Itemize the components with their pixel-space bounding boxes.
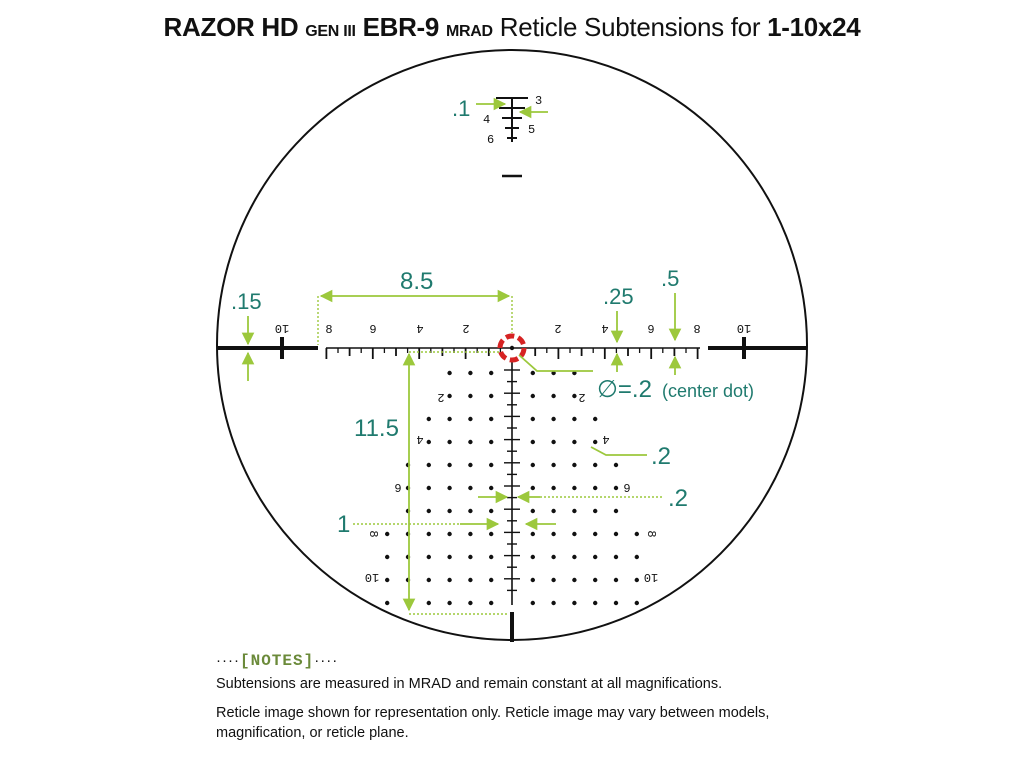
holdover-dot xyxy=(468,509,472,513)
holdover-dot xyxy=(468,578,472,582)
tree-right-label-2: 2 xyxy=(578,390,586,404)
callout-02-stem: .2 xyxy=(668,485,689,512)
holdover-dot xyxy=(614,463,618,467)
callout-085: 8.5 xyxy=(400,268,434,295)
holdover-dot xyxy=(614,601,618,605)
holdover-dot xyxy=(593,463,597,467)
holdover-dot xyxy=(489,532,493,536)
title-part-6: 1-10x24 xyxy=(767,12,861,42)
holdover-dot xyxy=(447,371,451,375)
top-bar-label-4: 4 xyxy=(483,113,491,127)
tree-left-label-4: 4 xyxy=(416,432,424,446)
holdover-dot xyxy=(385,601,389,605)
holdover-dot xyxy=(531,486,535,490)
holdover-dot xyxy=(614,532,618,536)
holdover-dot xyxy=(468,394,472,398)
holdover-dot xyxy=(427,486,431,490)
holdover-dot xyxy=(614,555,618,559)
holdover-dot xyxy=(468,532,472,536)
holdover-dot xyxy=(427,555,431,559)
holdover-dot xyxy=(614,578,618,582)
holdover-dot xyxy=(572,417,576,421)
holdover-dot xyxy=(531,509,535,513)
holdover-dot xyxy=(531,440,535,444)
holdover-dot xyxy=(531,555,535,559)
callout-025: .25 xyxy=(603,284,634,309)
holdover-dot xyxy=(531,394,535,398)
title-part-5: Reticle Subtensions for xyxy=(492,12,768,42)
holdover-dot xyxy=(468,417,472,421)
tree-right-label-8: 8 xyxy=(644,530,658,538)
holdover-dot xyxy=(531,601,535,605)
holdover-dot xyxy=(447,463,451,467)
holdover-dot xyxy=(635,601,639,605)
tree-left-label-10: 10 xyxy=(364,570,380,584)
holdover-dot xyxy=(572,532,576,536)
holdover-dot xyxy=(551,394,555,398)
holdover-dot xyxy=(572,440,576,444)
notes-heading-label: [NOTES] xyxy=(239,652,315,670)
holdover-dot xyxy=(551,509,555,513)
holdover-dot xyxy=(447,394,451,398)
holdover-dot xyxy=(531,417,535,421)
holdover-dot xyxy=(551,532,555,536)
holdover-dot xyxy=(635,555,639,559)
holdover-dot xyxy=(447,440,451,444)
holdover-dot xyxy=(489,555,493,559)
callout-115: 11.5 xyxy=(354,415,399,442)
holdover-dot xyxy=(593,578,597,582)
holdover-dot xyxy=(531,578,535,582)
notes-heading: ····[NOTES]···· xyxy=(216,652,339,670)
holdover-dot xyxy=(489,601,493,605)
holdover-dot xyxy=(427,509,431,513)
holdover-dot xyxy=(551,463,555,467)
holdover-dot xyxy=(551,486,555,490)
holdover-dot xyxy=(593,440,597,444)
tree-left-label-2: 2 xyxy=(437,390,445,404)
title-part-2: GEN III xyxy=(305,23,356,40)
holdover-dot xyxy=(572,578,576,582)
holdover-dot xyxy=(489,578,493,582)
holdover-dot xyxy=(427,578,431,582)
holdover-dot xyxy=(614,509,618,513)
holdover-dot xyxy=(447,486,451,490)
holdover-dot xyxy=(468,463,472,467)
holdover-dot xyxy=(593,417,597,421)
holdover-dot xyxy=(427,417,431,421)
h-label-right-4: 4 xyxy=(601,321,609,335)
holdover-dot xyxy=(427,463,431,467)
holdover-dot xyxy=(572,509,576,513)
top-elevation-bar xyxy=(496,98,528,176)
callout-02-dot: .2 xyxy=(651,443,672,470)
h-label-left-10: 10 xyxy=(274,321,290,335)
holdover-dot xyxy=(531,371,535,375)
holdover-dot xyxy=(385,555,389,559)
top-bar-label-6: 6 xyxy=(487,133,495,147)
holdover-dot xyxy=(385,532,389,536)
h-label-right-8: 8 xyxy=(693,321,701,335)
h-label-right-2: 2 xyxy=(554,321,562,335)
holdover-dot xyxy=(427,532,431,536)
holdover-dot xyxy=(489,394,493,398)
holdover-dot xyxy=(614,486,618,490)
holdover-dot xyxy=(593,601,597,605)
holdover-dot xyxy=(531,463,535,467)
center-dot xyxy=(510,346,514,350)
tree-right-label-4: 4 xyxy=(602,432,610,446)
top-bar-label-5: 5 xyxy=(528,123,536,137)
holdover-dot xyxy=(489,486,493,490)
holdover-dot xyxy=(593,486,597,490)
tree-left-label-6: 6 xyxy=(394,480,402,494)
holdover-dot xyxy=(572,555,576,559)
h-label-left-6: 6 xyxy=(369,321,377,335)
title-part-3: EBR-9 xyxy=(355,12,447,42)
holdover-dot xyxy=(531,532,535,536)
tree-left-label-8: 8 xyxy=(366,530,380,538)
holdover-dot xyxy=(593,532,597,536)
holdover-dot xyxy=(572,486,576,490)
holdover-dot xyxy=(489,371,493,375)
title-part-1: RAZOR HD xyxy=(163,12,306,42)
holdover-dot xyxy=(489,440,493,444)
holdover-dot xyxy=(468,371,472,375)
holdover-dot xyxy=(551,555,555,559)
callout-05: .5 xyxy=(661,266,680,291)
note-line-1: Subtensions are measured in MRAD and remain constant at all magnifications. xyxy=(216,676,723,692)
holdover-dot xyxy=(468,555,472,559)
center-dot-note: (center dot) xyxy=(662,381,755,401)
holdover-dot xyxy=(447,417,451,421)
tree-right-label-10: 10 xyxy=(643,570,659,584)
holdover-dot xyxy=(447,555,451,559)
holdover-dot xyxy=(385,578,389,582)
holdover-dot xyxy=(593,555,597,559)
holdover-dot xyxy=(551,417,555,421)
holdover-dot xyxy=(572,394,576,398)
holdover-dot xyxy=(551,578,555,582)
holdover-dot xyxy=(468,486,472,490)
holdover-dot xyxy=(427,601,431,605)
holdover-dot xyxy=(427,440,431,444)
holdover-dot xyxy=(447,601,451,605)
callout-top-01: .1 xyxy=(452,96,471,121)
holdover-dot xyxy=(635,578,639,582)
h-label-left-4: 4 xyxy=(416,321,424,335)
callout-02-dot-leader xyxy=(591,447,647,455)
center-dot-symbol: ∅=.2 xyxy=(597,376,652,403)
holdover-dot xyxy=(489,463,493,467)
callout-015: .15 xyxy=(231,289,262,314)
tree-right-label-6: 6 xyxy=(623,480,631,494)
center-dot-leader xyxy=(519,355,593,371)
h-label-left-8: 8 xyxy=(325,323,333,337)
h-label-left-2: 2 xyxy=(462,321,470,335)
holdover-dot xyxy=(447,532,451,536)
h-label-right-10: 10 xyxy=(736,321,752,335)
holdover-dot xyxy=(593,509,597,513)
h-label-right-6: 6 xyxy=(647,321,655,335)
holdover-dot xyxy=(635,532,639,536)
holdover-dot xyxy=(447,578,451,582)
holdover-dot xyxy=(551,601,555,605)
holdover-dot xyxy=(572,601,576,605)
title-part-4: MRAD xyxy=(446,23,493,40)
holdover-dot xyxy=(447,509,451,513)
holdover-dot xyxy=(468,440,472,444)
note-line-2: Reticle image shown for representation only. Reticle image may vary between models, magnification, or reticle plane. xyxy=(216,705,770,741)
holdover-dot xyxy=(468,601,472,605)
top-bar-label-3: 3 xyxy=(535,94,543,108)
holdover-dot xyxy=(551,440,555,444)
holdover-dot xyxy=(572,463,576,467)
callout-1: 1 xyxy=(337,511,351,538)
holdover-dot xyxy=(489,417,493,421)
holdover-dot xyxy=(489,509,493,513)
